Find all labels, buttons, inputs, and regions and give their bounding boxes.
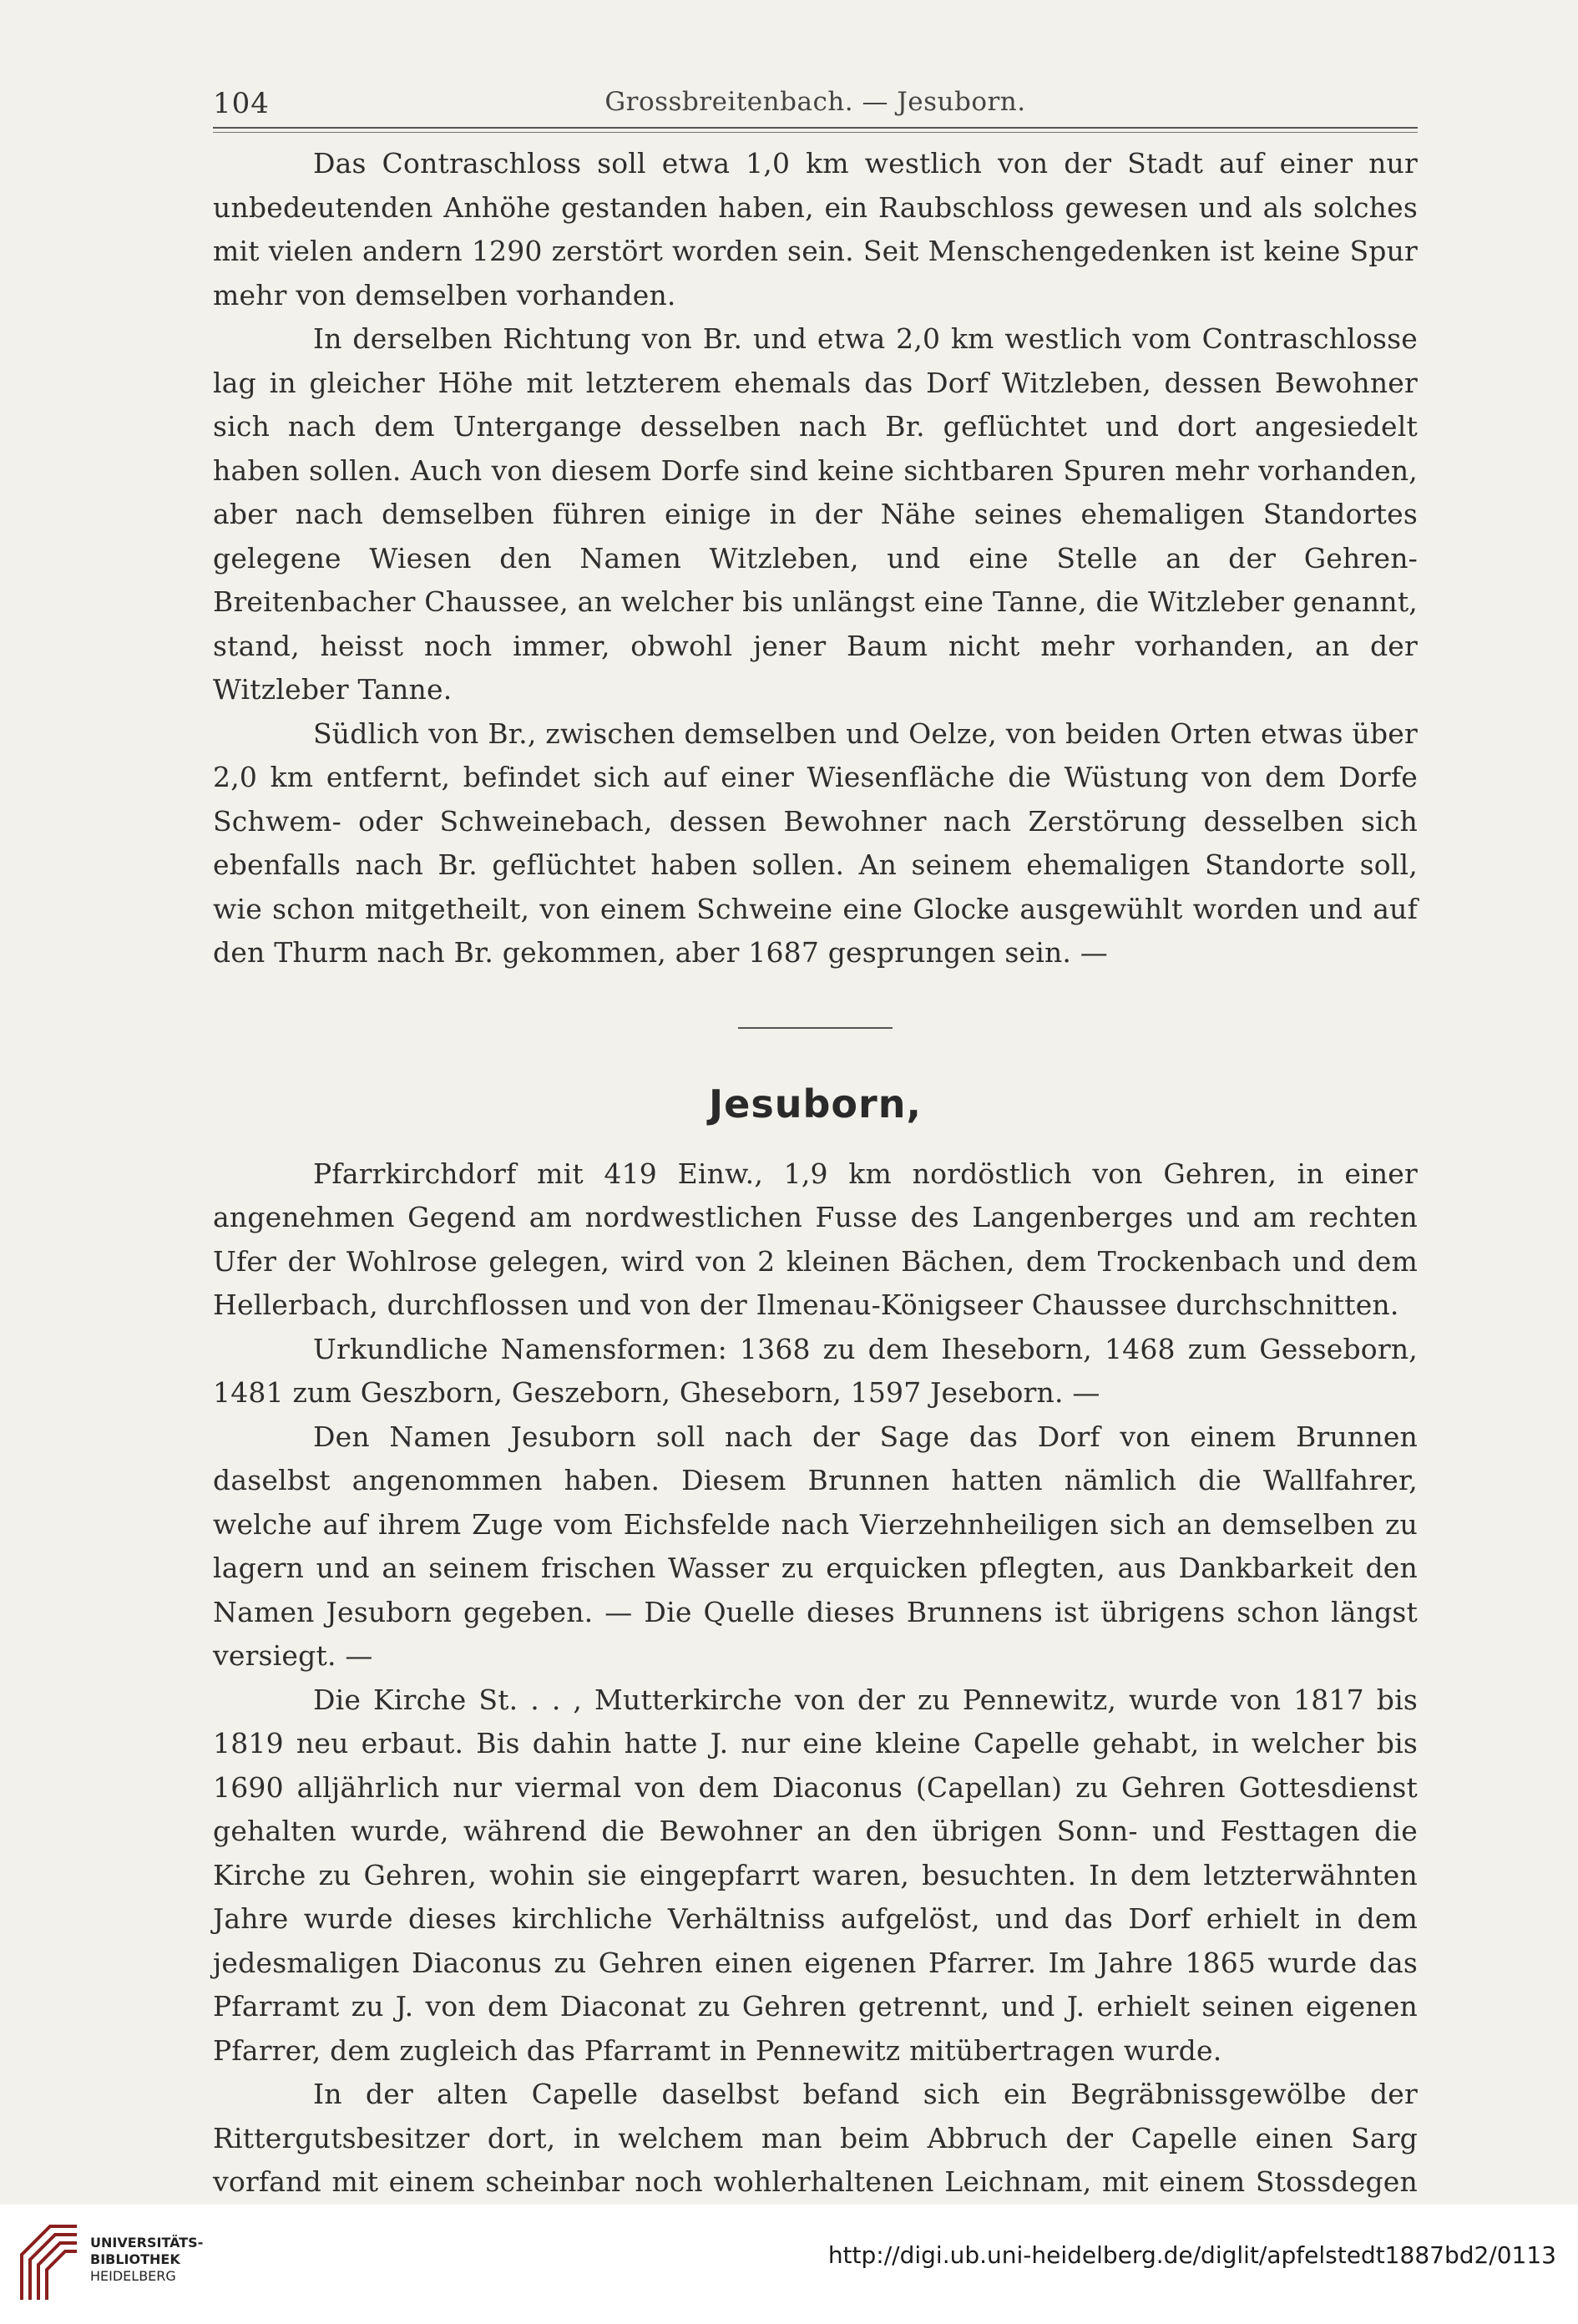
paragraph: In der alten Capelle daselbst befand sich ein Begräbnissgewölbe der Rittergutsbesitzer dort, in welchem man beim Abbruch der Capelle einen Sarg vorfand mit einem scheinbar noch wohlerhaltenen Leichnam, mit einem Stossdegen: [213, 2078, 1418, 2198]
page-body: [213, 142, 1418, 2248]
paragraph: Südlich von Br., zwischen demselben und Oelze, von beiden Orten etwas über 2,0 km entfernt, befindet sich auf einer Wiesenfläche die Wüstung von dem Dorfe Schwem- oder Schweinebach, dessen Bewohner nach Zerstörung desselben sich ebenfalls nach Br. geflüchtet haben sollen. An seinem ehemaligen Standorte soll, wie schon mitgetheilt, von einem Schweine eine Glocke ausgewühlt worden und auf den Thurm nach Br. gekommen, aber 1687 gesprungen sein. —: [213, 716, 1418, 969]
paragraph: Die Kirche St. . . , Mutterkirche von der zu Pennewitz, wurde von 1817 bis 1819 neu erbaut. Bis dahin hatte J. nur eine kleine Capelle gehabt, in welcher bis 1690 alljährlich nur viermal von dem Diaconus (Capellan) zu Gehren Gottesdienst gehalten wurde, während die Bewohner an den übrigen Sonn- und Festtagen die Kirche zu Gehren, wohin sie eingepfarrt waren, besuchten. In dem letzterwähnten Jahre wurde dieses kirchliche Verhältniss aufgelöst, und das Dorf erhielt in dem jedesmaligen Diaconus zu Gehren einen eigenen Pfarrer. Im Jahre 1865 wurde das Pfarramt zu J. von dem Diaconat zu Gehren getrennt, und J. erhielt seinen eigenen Pfarrer, dem zugleich das Pfarramt in Pennewitz mitübertragen wurde.: [213, 1683, 1418, 2067]
permalink-url[interactable]: http://digi.ub.uni-heidelberg.de/diglit/apfelstedt1887bd2/0113: [827, 2241, 1556, 2269]
page-number: 104: [213, 87, 270, 120]
running-title: Grossbreitenbach. — Jesuborn.: [604, 87, 1026, 117]
library-name-line: UNIVERSITÄTS-: [90, 2235, 204, 2251]
library-name: [90, 2235, 203, 2285]
library-name-line: BIBLIOTHEK: [90, 2251, 180, 2267]
paragraph: Den Namen Jesuborn soll nach der Sage das Dorf von einem Brunnen daselbst angenommen haben. Diesem Brunnen hatten nämlich die Wallfahrer, welche auf ihrem Zuge vom Eichsfelde nach Vierzehnheiligen sich an demselben zu lagern und an seinem frischen Wasser zu erquicken pflegten, aus Dankbarkeit den Namen Jesuborn gegeben. — Die Quelle dieses Brunnens ist übrigens schon längst versiegt. —: [213, 1420, 1418, 1672]
paragraph: Das Contraschloss soll etwa 1,0 km westlich von der Stadt auf einer nur unbedeutenden Anhöhe gestanden haben, ein Raubschloss gewesen und als solches mit vielen andern 1290 zerstört worden sein. Seit Menschengedenken ist keine Spur mehr von demselben vorhanden.: [213, 147, 1418, 311]
header-rule: [213, 127, 1418, 133]
section-heading: Jesuborn,: [709, 1081, 922, 1127]
paragraph: In derselben Richtung von Br. und etwa 2,0 km westlich vom Contraschlosse lag in gleicher Höhe mit letzterem ehemals das Dorf Witzleben, dessen Bewohner sich nach dem Untergange desselben nach Br. geflüchtet und dort angesiedelt haben sollen. Auch von diesem Dorfe sind keine sichtbaren Spuren mehr vorhanden, aber nach demselben führen einige in der Nähe seines ehemaligen Standortes gelegene Wiesen den Namen Witzleben, und eine Stelle an der Gehren-Breitenbacher Chaussee, an welcher bis unlängst eine Tanne, die Witzleber genannt, stand, heisst noch immer, obwohl jener Baum nicht mehr vorhanden, an der Witzleber Tanne.: [213, 322, 1418, 706]
digitization-footer: [0, 2205, 1578, 2324]
paragraph: Pfarrkirchdorf mit 419 Einw., 1,9 km nordöstlich von Gehren, in einer angenehmen Gegend am nordwestlichen Fusse des Langenberges und am rechten Ufer der Wohlrose gelegen, wird von 2 kleinen Bächen, dem Trockenbach und dem Hellerbach, durchflossen und von der Ilmenau-Königseer Chaussee durchschnitten.: [213, 1157, 1418, 1321]
paragraph: Urkundliche Namensformen: 1368 zu dem Iheseborn, 1468 zum Gesseborn, 1481 zum Geszborn, Geszeborn, Gheseborn, 1597 Jeseborn. —: [213, 1332, 1418, 1409]
page-header: [213, 84, 1418, 125]
ub-heidelberg-logo-icon: [17, 2221, 82, 2305]
section-divider: [738, 1027, 893, 1029]
library-name-line: HEIDELBERG: [90, 2268, 176, 2284]
